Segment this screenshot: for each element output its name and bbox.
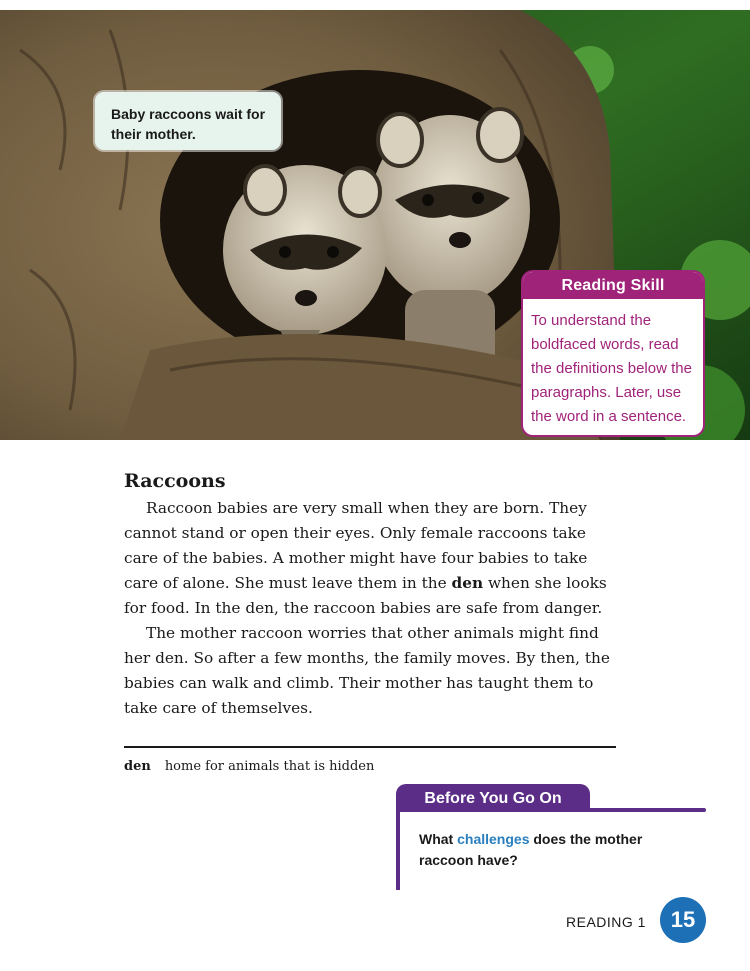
paragraph-1 <box>124 496 624 621</box>
question-part-b: does the mother raccoon have? <box>419 831 643 868</box>
article-heading: Raccoons <box>124 470 226 492</box>
question-keyword: challenges <box>457 831 530 847</box>
before-you-go-on-question <box>419 829 689 871</box>
photo-caption-box <box>95 92 281 150</box>
glossary-divider <box>124 746 616 748</box>
article-body <box>124 496 624 721</box>
paragraph-1-part-b: when she looks for food. In the den, the raccoon babies are safe from danger. <box>124 574 607 617</box>
footer-section-label: READING 1 <box>566 914 646 930</box>
bold-term-den: den <box>451 574 484 592</box>
reading-skill-text: To understand the boldfaced words, read the definitions below the paragraphs. Later, use the word in a sentence. <box>531 312 692 425</box>
paragraph-2: The mother raccoon worries that other animals might find her den. So after a few months, the family moves. By then, the babies can walk and climb. Their mother has taught them to take care of themselves. <box>124 624 610 717</box>
photo-caption: Baby raccoons wait for their mother. <box>111 106 266 142</box>
glossary-entry <box>124 759 374 774</box>
before-you-go-on-title: Before You Go On <box>396 784 590 812</box>
paragraph-1-part-a: Raccoon babies are very small when they are born. They cannot stand or open their eyes. Only female raccoons take care of the babies. A mother might have four babies to take care of alone. She must leave them in the <box>124 499 588 592</box>
question-part-a: What <box>419 831 458 847</box>
reading-skill-box <box>521 270 705 437</box>
glossary-term: den <box>124 759 151 774</box>
before-you-go-on-border-left <box>396 808 400 890</box>
before-you-go-on-border-top <box>396 808 706 812</box>
reading-skill-title: Reading Skill <box>523 272 703 299</box>
glossary-definition: home for animals that is hidden <box>164 759 375 774</box>
page-number-badge: 15 <box>660 897 706 943</box>
raccoons-photo <box>0 10 750 440</box>
